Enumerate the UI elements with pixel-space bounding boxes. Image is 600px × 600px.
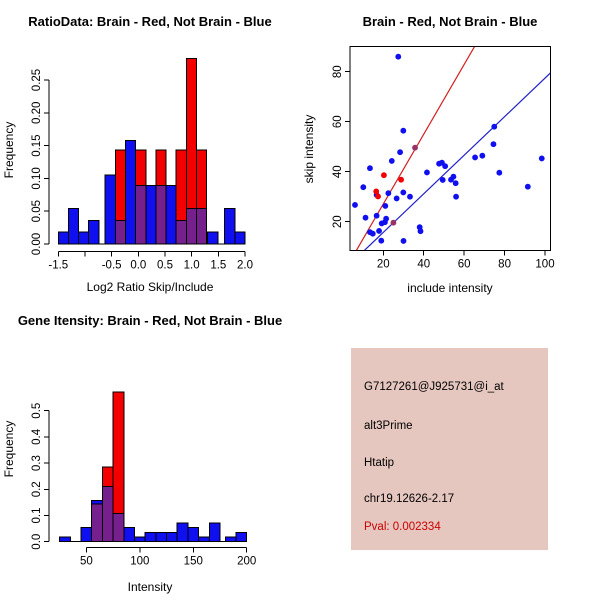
y-tick-label: 0.15 [31,134,43,157]
x-tick-label: 20 [376,258,390,271]
y-tick-label: 0.1 [31,507,43,524]
x-tick-label: 40 [417,258,431,271]
plot-border [350,47,551,251]
x-tick-label: -1.5 [48,259,69,272]
hist-bar-notbrain [225,537,236,542]
chart-title: Gene Itensity: Brain - Red, Not Brain - Blue [17,313,283,328]
scatter-point-notbrain [539,156,545,162]
scatter-point-notbrain [424,170,430,176]
hist-bar-notbrain [60,537,71,542]
hist-bar-notbrain [167,532,178,541]
scatter-point-notbrain [400,128,406,134]
y-tick-label: 60 [332,115,344,129]
x-tick-label: 60 [457,258,471,271]
hist-bar-notbrain [236,532,247,541]
scatter-point-notbrain [407,194,413,200]
y-tick-label: 40 [332,165,344,179]
hist-bar-notbrain [124,528,135,542]
scatter-point-notbrain [472,155,478,161]
scatter-point-brain [375,194,381,200]
scatter-point-notbrain [376,228,382,234]
scatter-point-notbrain [378,238,384,244]
x-tick-label: 100 [535,258,555,271]
scatter-point-notbrain [382,219,388,225]
gene-name-text: Htatip [364,457,395,469]
hist-bar-notbrain [225,209,235,244]
scatter-point-notbrain [374,213,380,219]
hist-bar-notbrain [199,537,210,542]
y-tick-label: 0.20 [31,101,43,124]
hist-bar-notbrain [81,528,92,542]
y-axis-label: skip intensity [302,114,316,184]
scatter-point-notbrain [453,180,459,186]
scatter-point-notbrain [451,174,457,180]
y-tick-label: 0.2 [31,481,43,498]
hist-bar-notbrain [208,232,218,244]
scatter-point-notbrain [363,215,369,221]
scatter-point-notbrain [370,231,376,237]
x-tick-label: 100 [130,555,150,568]
hist-bar-notbrain [166,186,176,244]
hist-bar-overlap [92,504,103,541]
scatter-point-overlap [391,220,397,226]
y-tick-label: 0.10 [31,167,43,190]
chromosome-location-text: chr19.12626-2.17 [364,493,455,505]
hist-bar-notbrain [58,232,68,244]
y-tick-label: 0.3 [31,455,43,472]
y-tick-label: 0.4 [31,428,43,445]
ratio-histogram [0,0,300,300]
y-axis-label: Frequency [2,121,16,179]
scatter-point-notbrain [385,190,391,196]
scatter-point-notbrain [418,228,424,234]
y-tick-label: 0.5 [31,402,43,419]
gene-info-panel [300,300,600,600]
hist-bar-overlap [176,220,186,244]
x-tick-label: 150 [183,555,203,568]
y-axis-label: Frequency [2,420,16,478]
probe-id-text: G7127261@J925731@i_at [364,381,504,393]
scatter-point-notbrain [491,141,497,147]
hist-bar-notbrain [209,523,220,542]
x-tick-label: 1.5 [210,259,227,272]
hist-bar-notbrain [105,175,115,244]
scatter-point-notbrain [395,54,401,60]
hist-bar-notbrain [146,186,156,244]
x-tick-label: -0.5 [101,259,122,272]
intensity-scatterplot [300,0,600,300]
y-tick-label: 20 [332,215,344,229]
scatter-point-notbrain [389,158,395,164]
gene-info-box [351,348,548,550]
x-tick-label: 200 [237,555,257,568]
hist-bar-notbrain [145,532,156,541]
hist-bar-overlap [156,186,166,244]
hist-bar-overlap [186,209,196,244]
scatter-point-brain [373,189,379,195]
hist-bar-overlap [136,186,146,244]
x-tick-label: 1.0 [183,259,200,272]
x-axis-label: include intensity [407,281,493,295]
hist-bar-overlap [102,487,113,542]
scatter-point-notbrain [525,184,531,190]
scatter-point-notbrain [442,163,448,169]
hist-bar-notbrain [156,532,167,541]
scatter-point-notbrain [440,177,446,183]
hist-bar-notbrain [177,523,188,542]
scatter-point-notbrain [453,194,459,200]
hist-bar-notbrain [89,220,99,244]
scatter-point-notbrain [491,124,497,130]
scatter-point-notbrain [367,165,373,171]
scatter-point-brain [398,177,404,183]
scatter-point-notbrain [401,238,407,244]
y-tick-label: 0.0 [31,533,43,550]
gene-intensity-histogram [0,300,300,600]
scatter-point-notbrain [397,149,403,155]
scatter-point-notbrain [479,153,485,159]
x-tick-label: 0.5 [156,259,173,272]
hist-bar-overlap [113,514,124,542]
x-tick-label: 2.0 [237,259,253,272]
hist-bar-notbrain [79,232,89,244]
splice-type-text: alt3Prime [364,420,413,432]
x-tick-label: 80 [498,258,511,271]
pval-text: Pval: 0.002334 [364,521,441,533]
chart-title: RatioData: Brain - Red, Not Brain - Blue [28,14,272,29]
hist-bar-notbrain [188,528,199,542]
scatter-point-notbrain [394,196,400,202]
hist-bar-notbrain [134,537,145,542]
scatter-point-notbrain [360,184,366,190]
hist-bar-notbrain [126,140,136,244]
scatter-point-overlap [412,145,418,151]
x-axis-label: Log2 Ratio Skip/Include [86,280,214,294]
scatter-point-notbrain [352,202,358,208]
x-axis-label: Intensity [127,580,173,594]
hist-bar-notbrain [68,209,78,244]
y-tick-label: 0.05 [31,200,43,223]
y-tick-label: 80 [332,65,344,79]
hist-bar-overlap [115,220,125,244]
chart-title: Brain - Red, Not Brain - Blue [362,14,538,29]
x-tick-label: 0.0 [130,259,147,272]
scatter-point-notbrain [496,170,502,176]
x-tick-label: 50 [80,555,93,568]
scatter-point-notbrain [400,190,406,196]
y-tick-label: 0.25 [31,68,43,92]
y-tick-label: 0.00 [31,232,43,256]
hist-bar-notbrain [235,232,245,244]
hist-bar-overlap [196,209,206,244]
scatter-point-notbrain [382,203,388,209]
scatter-point-brain [381,172,387,178]
